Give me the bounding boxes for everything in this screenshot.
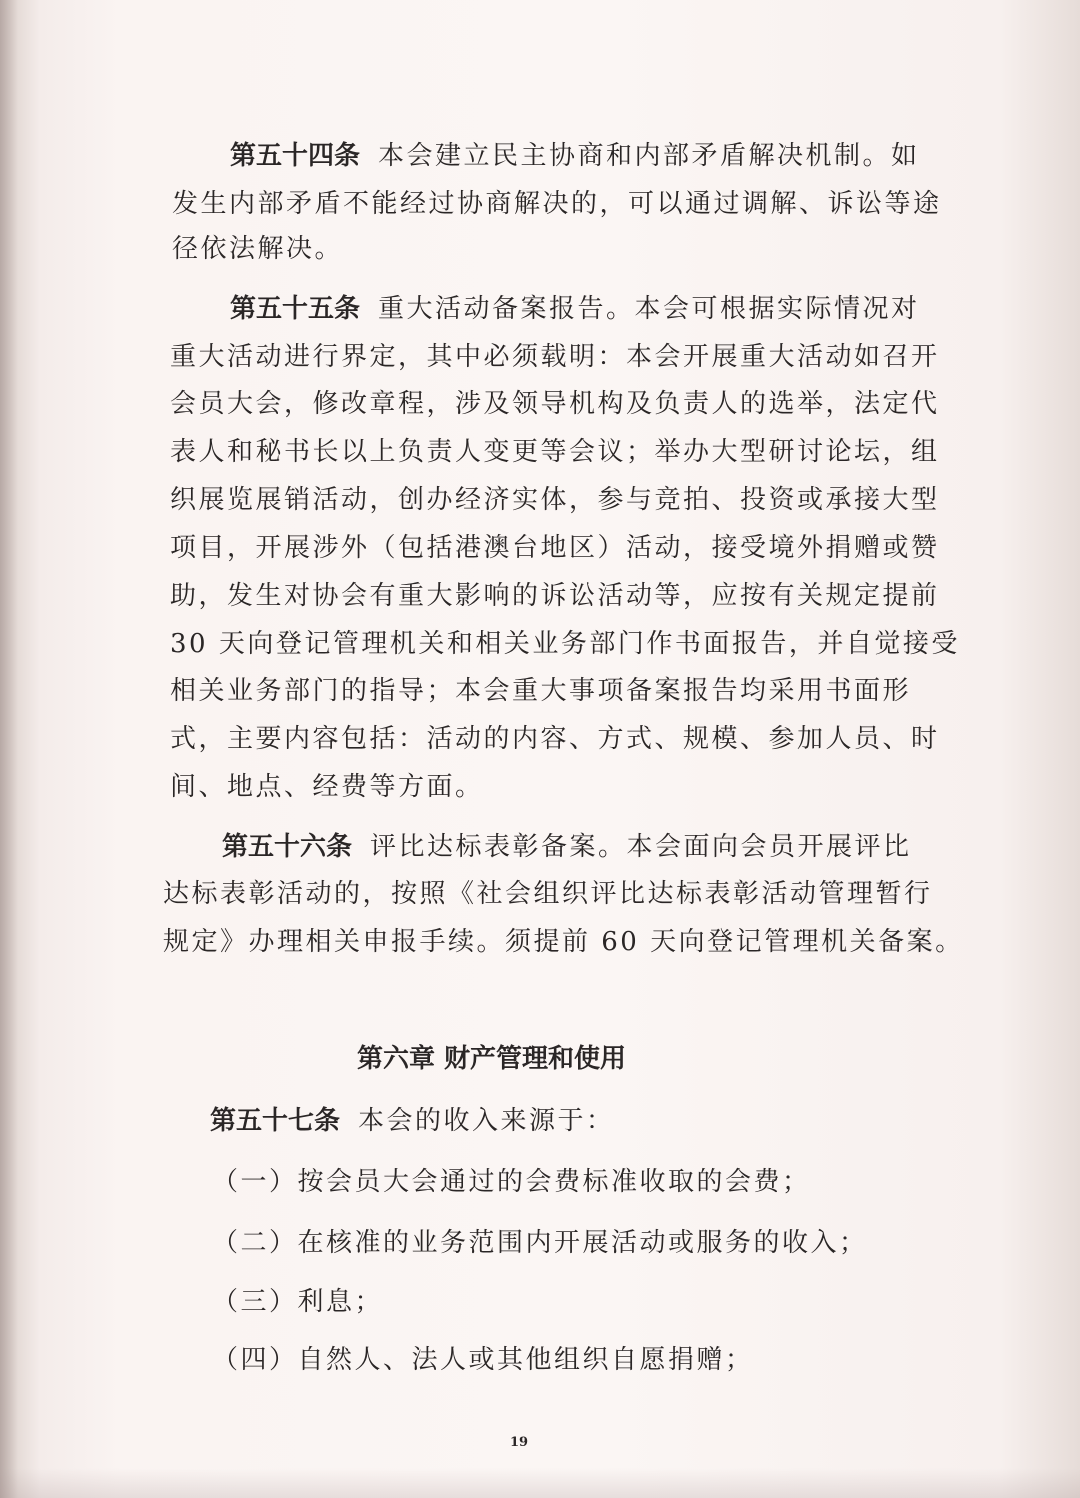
article-55-line-9: 相关业务部门的指导；本会重大事项备案报告均采用书面形 (170, 676, 912, 706)
article-54-line-3: 径依法解决。 (172, 234, 344, 264)
article-54-line-2: 发生内部矛盾不能经过协商解决的，可以通过调解、诉讼等途 (172, 189, 942, 219)
article-55-line-8: 30 天向登记管理机关和相关业务部门作书面报告，并自觉接受 (170, 629, 960, 659)
article-57-label: 第五十七条 (210, 1106, 341, 1136)
article-55-line-6: 项目，开展涉外（包括港澳台地区）活动，接受境外捐赠或赞 (170, 533, 940, 563)
article-54-label: 第五十四条 (230, 141, 361, 171)
page-number: 19 (510, 1435, 529, 1450)
page-bottom-shadow (0, 1468, 1080, 1498)
article-55-label: 第五十五条 (230, 294, 361, 324)
article-57-item-3: （三）利息； (212, 1287, 384, 1317)
article-55-line-5: 织展览展销活动，创办经济实体，参与竞拍、投资或承接大型 (170, 485, 940, 515)
article-57-intro: 本会的收入来源于： (358, 1106, 615, 1136)
page-edge-shadow (0, 0, 18, 1498)
article-55-line-7: 助，发生对协会有重大影响的诉讼活动等，应按有关规定提前 (170, 581, 940, 611)
article-54-line-1 (230, 138, 920, 174)
article-55-line-10: 式，主要内容包括：活动的内容、方式、规模、参加人员、时 (170, 724, 940, 754)
article-56-line-2: 达标表彰活动的，按照《社会组织评比达标表彰活动管理暂行 (163, 879, 933, 909)
article-57-item-4: （四）自然人、法人或其他组织自愿捐赠； (212, 1345, 754, 1375)
article-57-item-2: （二）在核准的业务范围内开展活动或服务的收入； (212, 1228, 868, 1258)
article-55-line-11: 间、地点、经费等方面。 (170, 772, 484, 802)
article-56-line-3: 规定》办理相关申报手续。须提前 60 天向登记管理机关备案。 (163, 927, 964, 957)
article-55-line-4: 表人和秘书长以上负责人变更等会议；举办大型研讨论坛，组 (170, 437, 940, 467)
article-56-label: 第五十六条 (222, 832, 353, 862)
article-57-line-1 (210, 1103, 615, 1139)
article-56-line-1 (222, 829, 912, 865)
article-57-item-1: （一）按会员大会通过的会费标准收取的会费； (212, 1167, 811, 1197)
article-55-line-2: 重大活动进行界定，其中必须载明：本会开展重大活动如召开 (170, 342, 940, 372)
article-55-text-1: 重大活动备案报告。本会可根据实际情况对 (378, 294, 920, 324)
article-54-text-1: 本会建立民主协商和内部矛盾解决机制。如 (378, 141, 920, 171)
article-55-line-3: 会员大会，修改章程，涉及领导机构及负责人的选举，法定代 (170, 389, 940, 419)
article-56-text-1: 评比达标表彰备案。本会面向会员开展评比 (370, 832, 912, 862)
article-55-line-1 (230, 291, 920, 327)
chapter-title: 第六章 财产管理和使用 (357, 1044, 627, 1074)
